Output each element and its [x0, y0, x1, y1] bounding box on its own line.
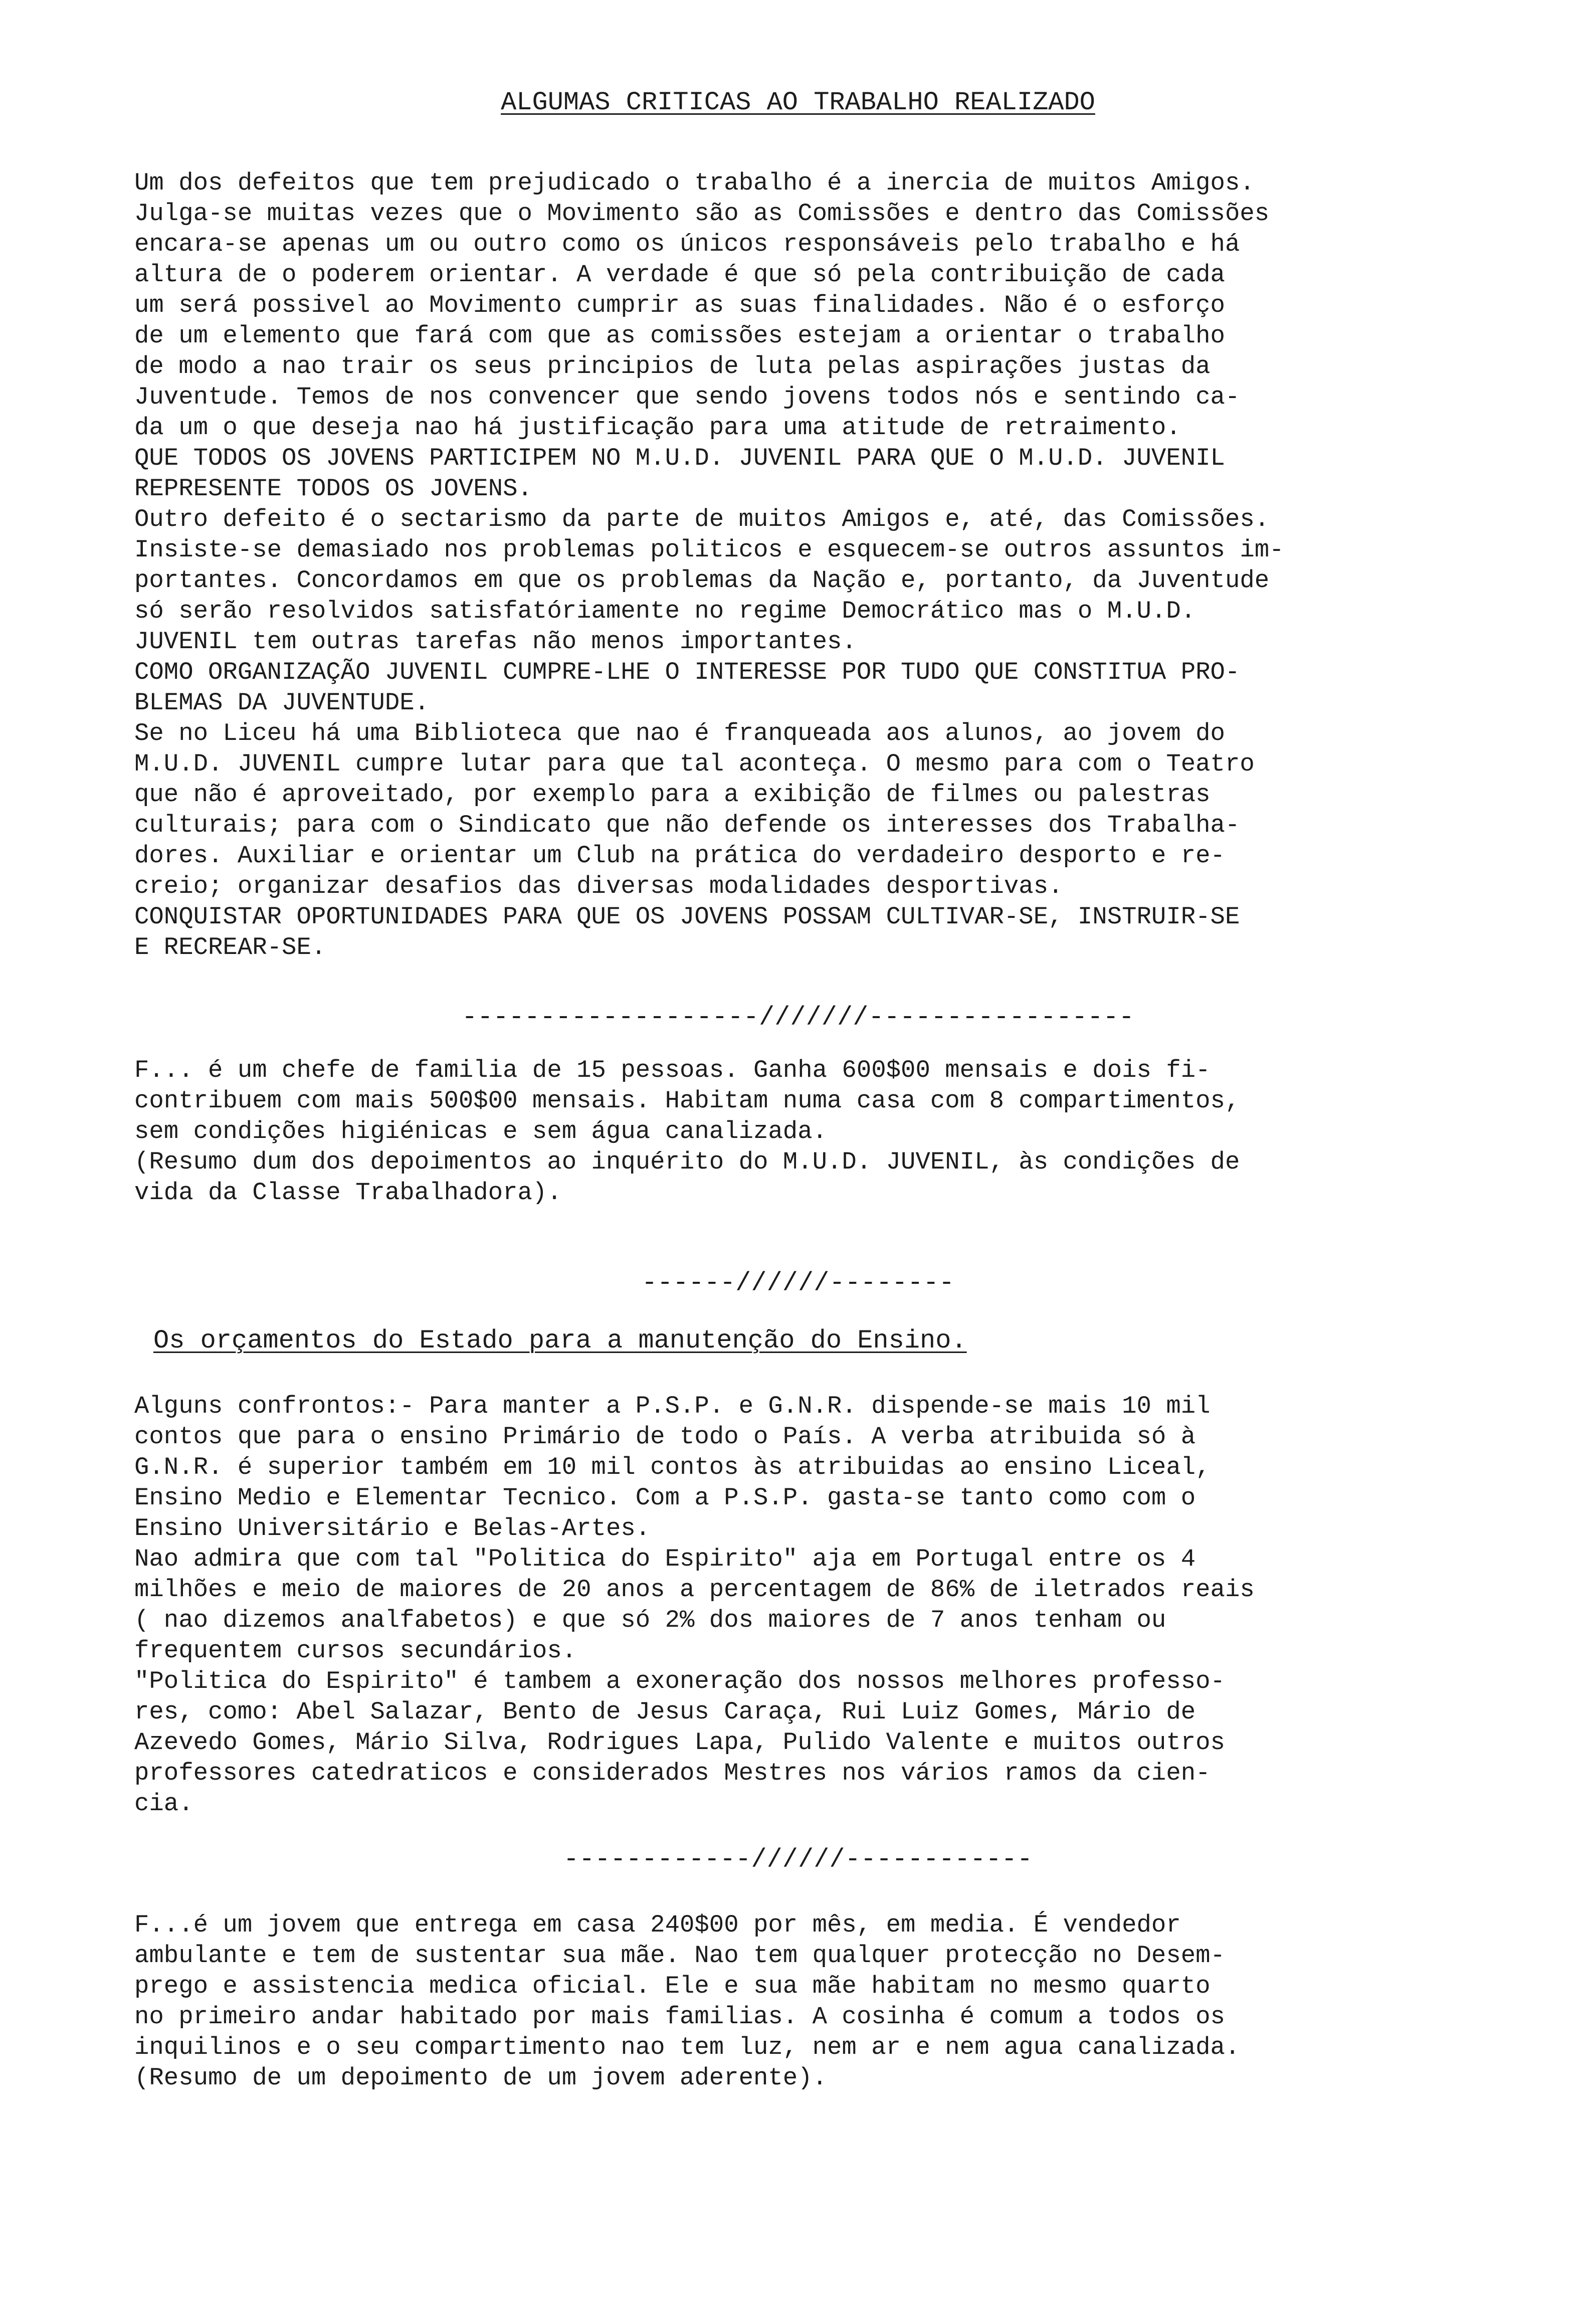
- text-line: professores catedraticos e considerados Mestres nos vários ramos da cien-: [134, 1759, 1211, 1787]
- text-line: inquilinos e o seu compartimento nao tem luz, nem ar e nem agua canalizada.: [134, 2033, 1240, 2061]
- text-line: altura de o poderem orientar. A verdade é que só pela contribuição de cada: [134, 261, 1225, 289]
- text-line: (Resumo dum dos depoimentos ao inquérito do M.U.D. JUVENIL, às condições de: [134, 1148, 1240, 1176]
- text-line: (Resumo de um depoimento de um jovem aderente).: [134, 2064, 828, 2092]
- document-title-text: ALGUMAS CRITICAS AO TRABALHO REALIZADO: [501, 88, 1095, 117]
- text-line: creio; organizar desafios das diversas modalidades desportivas.: [134, 872, 1063, 900]
- separator: ------------//////------------: [563, 1845, 1033, 1874]
- text-line: "Politica do Espirito" é tambem a exoneração dos nossos melhores professo-: [134, 1667, 1225, 1695]
- subheading: Os orçamentos do Estado para a manutenção do Ensino.: [153, 1326, 967, 1356]
- text-line: contribuem com mais 500$00 mensais. Habitam numa casa com 8 compartimentos,: [134, 1087, 1240, 1115]
- text-line: REPRESENTE TODOS OS JOVENS.: [134, 475, 532, 503]
- text-line: Juventude. Temos de nos convencer que sendo jovens todos nós e sentindo ca-: [134, 383, 1240, 411]
- text-line: frequentem cursos secundários.: [134, 1637, 577, 1665]
- text-line: prego e assistencia medica oficial. Ele e sua mãe habitam no mesmo quarto: [134, 1972, 1211, 2000]
- text-line: CONQUISTAR OPORTUNIDADES PARA QUE OS JOVENS POSSAM CULTIVAR-SE, INSTRUIR-SE: [134, 903, 1240, 931]
- text-line: Alguns confrontos:- Para manter a P.S.P. e G.N.R. dispende-se mais 10 mil: [134, 1392, 1211, 1420]
- section-criticisms: [134, 168, 1468, 963]
- text-line: contos que para o ensino Primário de todo o País. A verba atribuida só à: [134, 1423, 1196, 1451]
- text-line: cia.: [134, 1790, 193, 1818]
- text-line: JUVENIL tem outras tarefas não menos importantes.: [134, 628, 857, 656]
- text-line: Insiste-se demasiado nos problemas politicos e esquecem-se outros assuntos im-: [134, 536, 1284, 564]
- section-youth-testimony: [134, 1910, 1468, 2093]
- section-budget: [134, 1391, 1468, 1819]
- text-line: culturais; para com o Sindicato que não defende os interesses dos Trabalha-: [134, 811, 1240, 839]
- text-line: QUE TODOS OS JOVENS PARTICIPEM NO M.U.D. JUVENIL PARA QUE O M.U.D. JUVENIL: [134, 444, 1225, 472]
- separator: ------//////--------: [641, 1268, 955, 1298]
- text-line: sem condições higiénicas e sem água canalizada.: [134, 1117, 828, 1145]
- text-line: portantes. Concordamos em que os problemas da Nação e, portanto, da Juventude: [134, 566, 1270, 595]
- text-line: só serão resolvidos satisfatóriamente no regime Democrático mas o M.U.D.: [134, 597, 1196, 625]
- text-line: Se no Liceu há uma Biblioteca que nao é franqueada aos alunos, ao jovem do: [134, 719, 1225, 747]
- text-line: G.N.R. é superior também em 10 mil contos às atribuidas ao ensino Liceal,: [134, 1453, 1211, 1481]
- text-line: F... é um chefe de familia de 15 pessoas. Ganha 600$00 mensais e dois fi-: [134, 1056, 1211, 1084]
- text-line: Outro defeito é o sectarismo da parte de muitos Amigos e, até, das Comissões.: [134, 505, 1270, 533]
- text-line: Ensino Universitário e Belas-Artes.: [134, 1514, 651, 1542]
- separator: -------------------///////-----------------: [462, 1003, 1134, 1032]
- text-line: encara-se apenas um ou outro como os únicos responsáveis pelo trabalho e há: [134, 230, 1240, 258]
- text-line: Julga-se muitas vezes que o Movimento são as Comissões e dentro das Comissões: [134, 200, 1270, 228]
- text-line: da um o que deseja nao há justificação para uma atitude de retraimento.: [134, 414, 1181, 442]
- text-line: de um elemento que fará com que as comissões estejam a orientar o trabalho: [134, 322, 1225, 350]
- text-line: que não é aproveitado, por exemplo para a exibição de filmes ou palestras: [134, 781, 1211, 809]
- text-line: Azevedo Gomes, Mário Silva, Rodrigues Lapa, Pulido Valente e muitos outros: [134, 1728, 1225, 1757]
- text-line: E RECREAR-SE.: [134, 933, 326, 961]
- text-line: Ensino Medio e Elementar Tecnico. Com a P.S.P. gasta-se tanto como com o: [134, 1484, 1196, 1512]
- text-line: vida da Classe Trabalhadora).: [134, 1179, 562, 1207]
- text-line: ambulante e tem de sustentar sua mãe. Nao tem qualquer protecção no Desem-: [134, 1942, 1225, 1970]
- document-title: [0, 88, 1596, 118]
- section-family-testimony: [134, 1055, 1468, 1208]
- text-line: BLEMAS DA JUVENTUDE.: [134, 689, 430, 717]
- text-line: Um dos defeitos que tem prejudicado o trabalho é a inercia de muitos Amigos.: [134, 169, 1255, 197]
- text-line: F...é um jovem que entrega em casa 240$00 por mês, em media. É vendedor: [134, 1911, 1181, 1939]
- text-line: dores. Auxiliar e orientar um Club na prática do verdadeiro desporto e re-: [134, 842, 1225, 870]
- text-line: res, como: Abel Salazar, Bento de Jesus Caraça, Rui Luiz Gomes, Mário de: [134, 1698, 1196, 1726]
- text-line: um será possivel ao Movimento cumprir as suas finalidades. Não é o esforço: [134, 291, 1225, 319]
- text-line: M.U.D. JUVENIL cumpre lutar para que tal aconteça. O mesmo para com o Teatro: [134, 750, 1255, 778]
- text-line: Nao admira que com tal "Politica do Espirito" aja em Portugal entre os 4: [134, 1545, 1196, 1573]
- text-line: ( nao dizemos analfabetos) e que só 2% dos maiores de 7 anos tenham ou: [134, 1606, 1166, 1634]
- text-line: no primeiro andar habitado por mais familias. A cosinha é comum a todos os: [134, 2003, 1225, 2031]
- text-line: de modo a nao trair os seus principios de luta pelas aspirações justas da: [134, 352, 1211, 380]
- text-line: milhões e meio de maiores de 20 anos a percentagem de 86% de iletrados reais: [134, 1576, 1255, 1604]
- text-line: COMO ORGANIZAÇÃO JUVENIL CUMPRE-LHE O INTERESSE POR TUDO QUE CONSTITUA PRO-: [134, 658, 1240, 686]
